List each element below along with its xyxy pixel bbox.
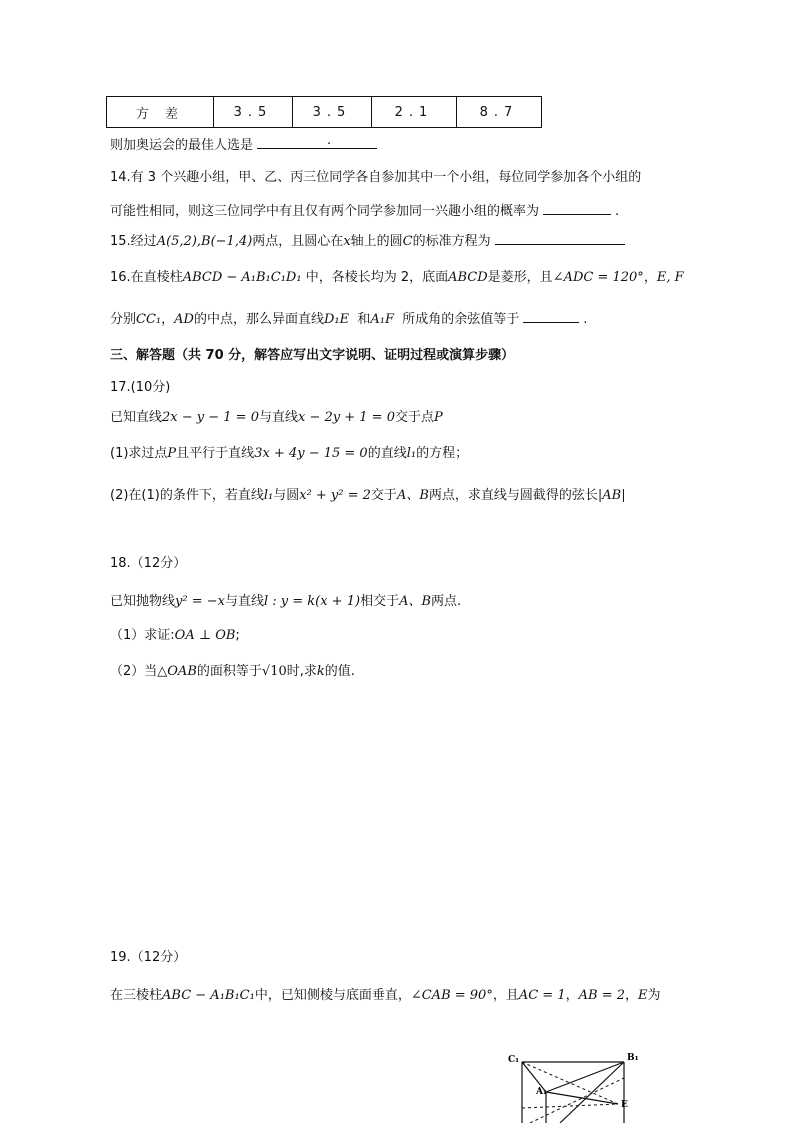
- label-e: E: [621, 1100, 628, 1110]
- variance-label: 方 差: [107, 97, 214, 128]
- q17-score: 17.(10分): [110, 380, 171, 395]
- variance-value-4: 8.7: [457, 97, 542, 128]
- variance-value-2: 3.5: [293, 97, 372, 128]
- q14-line-2: 可能性相同，则这三位同学中有且仅有两个同学参加同一兴趣小组的概率为 .: [110, 200, 619, 219]
- variance-value-3: 2.1: [372, 97, 457, 128]
- table-row: [107, 97, 542, 128]
- q16-line-1: 16.在直棱柱ABCD − A₁B₁C₁D₁ 中，各棱长均为 2，底面ABCD是菱形，且∠ADC = 120°，E, F: [110, 270, 684, 285]
- dashed-horizontal: [522, 1104, 618, 1108]
- q17-part-1: (1)求过点P且平行于直线3x + 4y − 15 = 0的直线l₁的方程；: [110, 446, 469, 461]
- q13-tail: 则加奥运会的最佳人选是 .: [110, 134, 381, 153]
- q17-stem: 已知直线2x − y − 1 = 0与直线x − 2y + 1 = 0交于点P: [110, 410, 443, 425]
- q18-stem: 已知抛物线y² = −x与直线l : y = k(x + 1)相交于A、B两点.: [110, 594, 462, 609]
- variance-table: [106, 96, 542, 128]
- edge-a1-b1: [546, 1062, 624, 1092]
- variance-value-1: 3.5: [214, 97, 293, 128]
- prism-figure: [500, 1048, 650, 1123]
- q16-line-2: 分别CC₁，AD的中点，那么异面直线D₁E 和A₁F 所成角的余弦值等于 .: [110, 308, 587, 327]
- q13-answer-blank[interactable]: .: [257, 134, 377, 149]
- q19-stem: 在三棱柱ABC − A₁B₁C₁中，已知侧棱与底面垂直，∠CAB = 90°，且AC = 1，AB = 2，E为: [110, 988, 661, 1003]
- edge-b1-diag: [560, 1062, 624, 1123]
- q17-part-2: (2)在(1)的条件下，若直线l₁与圆x² + y² = 2交于A、B两点，求直线与圆截得的弦长|AB|: [110, 488, 626, 503]
- q14-line-1: 14.有 3 个兴趣小组，甲、乙、丙三位同学各自参加其中一个小组，每位同学参加各个小组的: [110, 170, 642, 185]
- q16-answer-blank[interactable]: [523, 308, 579, 323]
- q18-part-1: （1）求证:OA ⊥ OB;: [110, 628, 240, 643]
- q18-score: 18.（12分）: [110, 556, 187, 571]
- section-heading: 三、解答题（共 70 分，解答应写出文字说明、证明过程或演算步骤）: [110, 348, 515, 363]
- label-a1: A₁: [536, 1087, 547, 1097]
- label-b1: B₁: [627, 1053, 639, 1063]
- q19-score: 19.（12分）: [110, 950, 187, 965]
- q15: 15.经过A(5,2),B(−1,4)两点，且圆心在x轴上的圆C的标准方程为: [110, 230, 629, 249]
- q14-answer-blank[interactable]: [543, 200, 611, 215]
- dashed-diag: [530, 1078, 624, 1123]
- q18-part-2: （2）当△OAB的面积等于√10时,求k的值.: [110, 664, 355, 679]
- label-c1: C₁: [508, 1055, 520, 1065]
- q15-answer-blank[interactable]: [495, 230, 625, 245]
